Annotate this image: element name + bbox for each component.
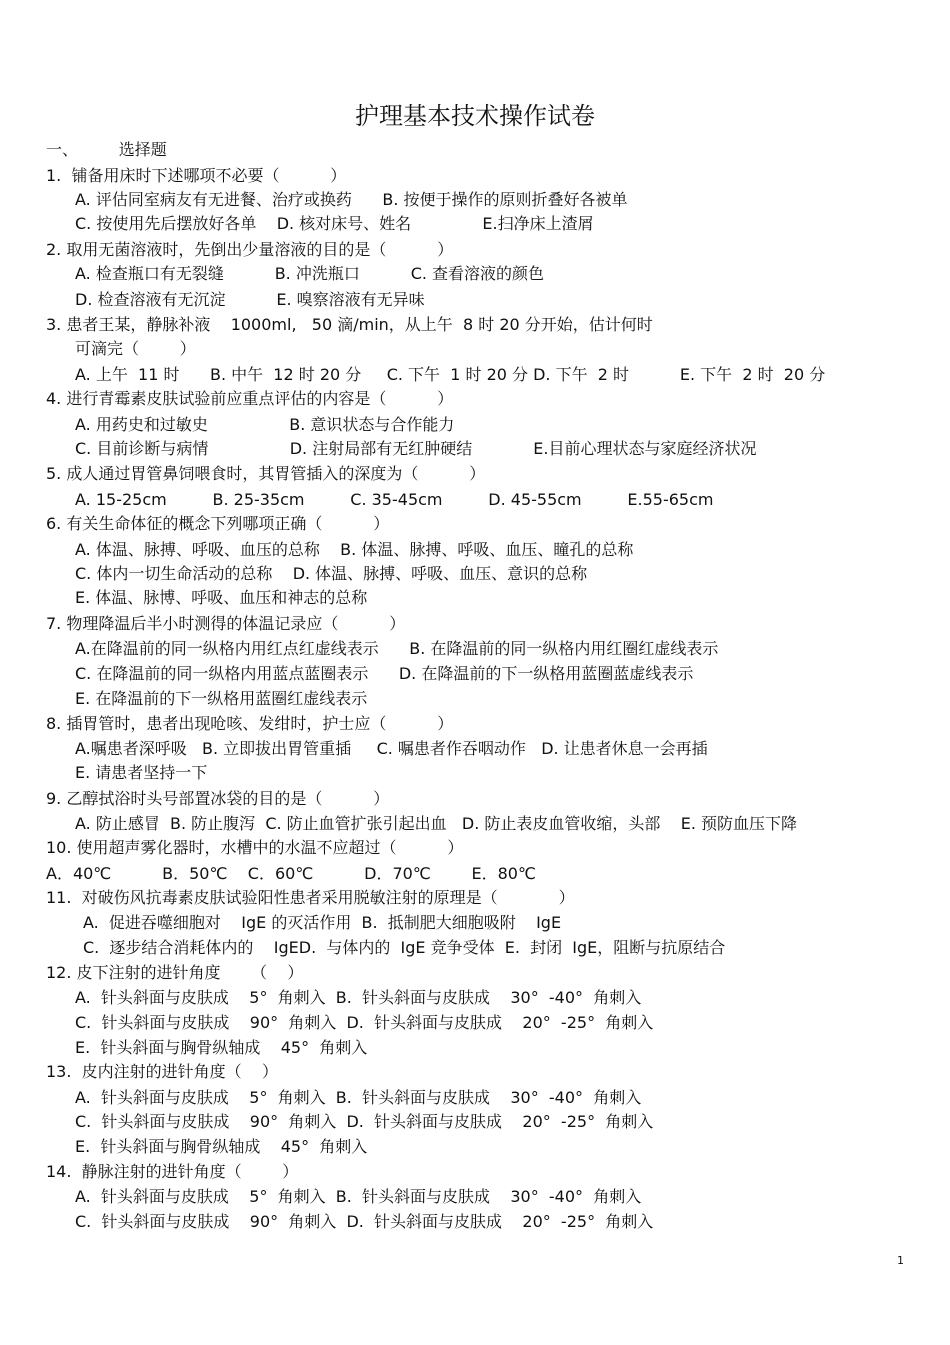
question-line: A. 防止感冒 B. 防止腹泻 C. 防止血管扩张引起出血 D. 防止表皮血管收缩，头部 E. 预防血压下降 bbox=[75, 814, 798, 833]
question-line: A. 上午 11 时 B. 中午 12 时 20 分 C. 下午 1 时 20 分 D. 下午 2 时 E. 下午 2 时 20 分 bbox=[75, 365, 826, 384]
question-line: 14. 静脉注射的进针角度（ ） bbox=[46, 1162, 299, 1181]
page-title: 护理基本技术操作试卷 bbox=[355, 102, 595, 130]
question-line: E. 请患者坚持一下 bbox=[75, 763, 208, 782]
question-line: D. 检查溶液有无沉淀 E. 嗅察溶液有无异味 bbox=[75, 290, 425, 309]
question-line: A. 促进吞噬细胞对 IgE 的灭活作用 B. 抵制肥大细胞吸附 IgE bbox=[83, 913, 562, 932]
question-line: C. 针头斜面与皮肤成 90° 角刺入 D. 针头斜面与皮肤成 20° -25° 角刺入 bbox=[75, 1212, 654, 1231]
question-line: A. 针头斜面与皮肤成 5° 角刺入 B. 针头斜面与皮肤成 30° -40° 角刺入 bbox=[75, 1088, 642, 1107]
section-heading: 一、 选择题 bbox=[46, 140, 167, 159]
question-line: A. 针头斜面与皮肤成 5° 角刺入 B. 针头斜面与皮肤成 30° -40° 角刺入 bbox=[75, 988, 642, 1007]
question-line: C. 针头斜面与皮肤成 90° 角刺入 D. 针头斜面与皮肤成 20° -25° 角刺入 bbox=[75, 1013, 654, 1032]
question-line: 12. 皮下注射的进针角度 （ ） bbox=[46, 963, 304, 982]
question-line: 13. 皮内注射的进针角度（ ） bbox=[46, 1062, 278, 1081]
question-line: A. 针头斜面与皮肤成 5° 角刺入 B. 针头斜面与皮肤成 30° -40° 角刺入 bbox=[75, 1187, 642, 1206]
question-line: A. 15-25cm B. 25-35cm C. 35-45cm D. 45-55cm E.55-65cm bbox=[75, 490, 714, 509]
question-line: A. 体温、脉搏、呼吸、血压的总称 B. 体温、脉搏、呼吸、血压、瞳孔的总称 bbox=[75, 540, 634, 559]
question-line: C. 目前诊断与病情 D. 注射局部有无红肿硬结 E.目前心理状态与家庭经济状况 bbox=[75, 439, 757, 458]
question-line: 10. 使用超声雾化器时，水槽中的水温不应超过（ ） bbox=[46, 838, 464, 857]
question-line: 2. 取用无菌溶液时，先倒出少量溶液的目的是（ ） bbox=[46, 240, 454, 259]
question-line: 9. 乙醇拭浴时头号部置冰袋的目的是（ ） bbox=[46, 789, 390, 808]
question-line: 11. 对破伤风抗毒素皮肤试验阳性患者采用脱敏注射的原理是（ ） bbox=[46, 888, 575, 907]
question-line: E. 在降温前的下一纵格用蓝圈红虚线表示 bbox=[75, 689, 368, 708]
question-line: C. 在降温前的同一纵格内用蓝点蓝圈表示 D. 在降温前的下一纵格用蓝圈蓝虚线表示 bbox=[75, 664, 694, 683]
question-line: 1. 铺备用床时下述哪项不必要（ ） bbox=[46, 166, 347, 185]
question-line: C. 针头斜面与皮肤成 90° 角刺入 D. 针头斜面与皮肤成 20° -25° 角刺入 bbox=[75, 1112, 654, 1131]
question-line: 可滴完（ ） bbox=[75, 339, 196, 358]
question-line: A. 检查瓶口有无裂缝 B. 冲洗瓶口 C. 查看溶液的颜色 bbox=[75, 264, 545, 283]
question-line: 3. 患者王某，静脉补液 1000ml, 50 滴/min，从上午 8 时 20 分开始，估计何时 bbox=[46, 315, 653, 334]
question-line: E. 针头斜面与胸骨纵轴成 45° 角刺入 bbox=[75, 1038, 368, 1057]
question-line: A.嘱患者深呼吸 B. 立即拔出胃管重插 C. 嘱患者作吞咽动作 D. 让患者休息一会再插 bbox=[75, 739, 708, 758]
question-line: E. 针头斜面与胸骨纵轴成 45° 角刺入 bbox=[75, 1137, 368, 1156]
question-line: A. 评估同室病友有无进餐、治疗或换药 B. 按便于操作的原则折叠好各被单 bbox=[75, 190, 628, 209]
question-line: 8. 插胃管时，患者出现呛咳、发绀时，护士应（ ） bbox=[46, 714, 454, 733]
question-line: A.在降温前的同一纵格内用红点红虚线表示 B. 在降温前的同一纵格内用红圈红虚线表示 bbox=[75, 639, 719, 658]
question-line: 5. 成人通过胃管鼻饲喂食时，其胃管插入的深度为（ ） bbox=[46, 464, 486, 483]
question-line: C. 逐步结合消耗体内的 IgED. 与体内的 IgE 竞争受体 E. 封闭 IgE，阻断与抗原结合 bbox=[83, 938, 726, 957]
question-line: E. 体温、脉博、呼吸、血压和神志的总称 bbox=[75, 588, 368, 607]
question-line: 7. 物理降温后半小时测得的体温记录应（ ） bbox=[46, 614, 406, 633]
question-line: A. 用药史和过敏史 B. 意识状态与合作能力 bbox=[75, 415, 455, 434]
question-line: 6. 有关生命体征的概念下列哪项正确（ ） bbox=[46, 514, 390, 533]
question-line: 4. 进行青霉素皮肤试验前应重点评估的内容是（ ） bbox=[46, 389, 454, 408]
page-number: 1 bbox=[897, 1254, 904, 1267]
question-line: C. 体内一切生命活动的总称 D. 体温、脉搏、呼吸、血压、意识的总称 bbox=[75, 564, 588, 583]
question-line: A．40℃ B．50℃ C．60℃ D．70℃ E．80℃ bbox=[46, 864, 536, 883]
question-line: C. 按使用先后摆放好各单 D. 核对床号、姓名 E.扫净床上渣屑 bbox=[75, 214, 594, 233]
